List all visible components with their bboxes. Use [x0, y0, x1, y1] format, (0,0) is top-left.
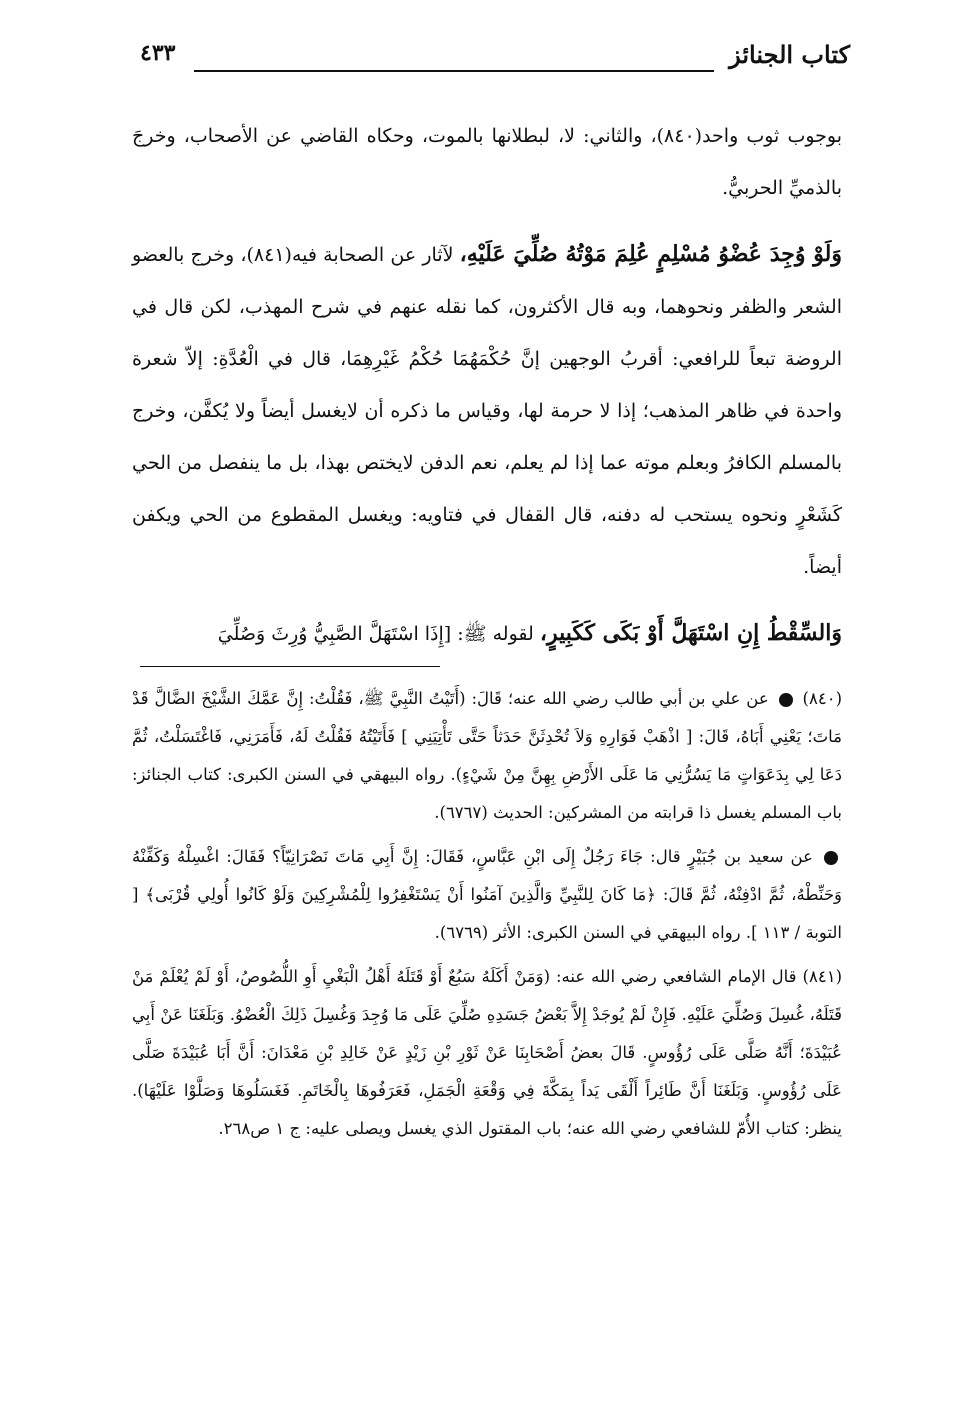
header-rule	[194, 70, 714, 72]
footnote-separator	[140, 666, 440, 667]
footnote-number: (٨٤١)	[802, 967, 842, 986]
book-title: كتاب الجنائز	[729, 40, 850, 69]
main-text	[132, 110, 842, 660]
footnote-841	[132, 958, 842, 1148]
paragraph-1	[132, 110, 842, 214]
paragraph-text: لآثار عن الصحابة فيه(٨٤١)، وخرج بالعضو الشعر والظفر ونحوهما، وبه قال الأكثرون، كما نقله عنهم في شرح المهذب، لكن قال في الروضة تبعاً للرافعي: أقربُ الوجهين إنَّ حُكْمَهُمَا حُكْمُ غَيْرِهِمَا، قال في الْعُدَّةِ: إلاّ شعرة واحدة في ظاهر المذهب؛ إذا لا حرمة لها، وقياس ما ذكره أن لايغسل أيضاً ولا يُكفَّن، وخرج بالمسلم الكافرُ وبعلم موته عما إذا لم يعلم، نعم الدفن لايختص بهذا، بل ما ينفصل من الحي كَشَعْرٍ ونحوه يستحب له دفنه، قال القفال في فتاويه: ويغسل المقطوع من الحي ويكفن أيضاً.	[132, 244, 842, 578]
footnote-text: عن علي بن أبي طالب رضي الله عنه؛ قَالَ: (أَتَيْتُ النَّبِيَّ ﷺ، فَقُلْتُ: إِنَّ عَمَّكَ الشَّيْخَ الضَّالَّ قَدْ مَاتَ؛ يَعْنِي أَبَاهُ، قَالَ: [ اذْهَبْ فَوَارِهِ وَلاَ تُحْدِثَنَّ حَدَثاً حَتَّى تَأْتِيَنِي ] فَأَتَيْتُهُ فَقُلْتُ لَهُ، فَأَمَرَنِي، فَاغْتَسَلْتُ، ثُمَّ دَعَا لِي بِدَعَوَاتٍ مَا يَسُرُّنِي مَا عَلَى الأَرْضِ بِهِنَّ مِنْ شَيْءٍ). رواه البيهقي في السنن الكبرى: كتاب الجنائز: باب المسلم يغسل ذا قرابته من المشركين: الحديث (٦٧٦٧).	[132, 689, 842, 822]
footnote-text: قال الإمام الشافعي رضي الله عنه: (وَمَنْ أَكَلَهُ سَبُعٌ أَوْ قَتَلَهُ أَهْلُ الْبَغْيِ أَوِ اللُّصُوصُ، أَوْ لَمْ يُعْلَمْ مَنْ قَتَلَهُ، غُسِلَ وَصُلِّيَ عَلَيْهِ. فَإِنْ لَمْ يُوجَدْ إِلاَّ بَعْضُ جَسَدِهِ صُلِّيَ عَلَى مَا وُجِدَ وَغُسِلَ ذَلِكَ الْعُضْوُ. وَبَلَغَنَا عَنْ أَبِي عُبَيْدَةَ؛ أَنَّهُ صَلَّى عَلَى رُؤُوسٍ. قَالَ بعضُ أَصْحَابِنَا عَنْ ثَوْرِ بْنِ زَيْدٍ عَنْ خَالِدِ بْنِ مَعْدَانَ: أَنَّ أَبَا عُبَيْدَةَ صَلَّى عَلَى رُؤُوسٍ. وَبَلَغَنَا أَنَّ طَائِراً أَلْقَى يَداً بِمَكَّةَ فِي وَقْعَةِ الْجَمَلِ، فَعَرَفُوهَا بِالْخَاتَمِ. فَغَسَلُوهَا وَصَلَّوْا عَلَيْهَا). ينظر: كتاب الأُمّ للشافعي رضي الله عنه؛ باب المقتول الذي يغسل ويصلى عليه: ج ١ ص٢٦٨.	[132, 967, 842, 1138]
paragraph-3	[132, 607, 842, 660]
running-header	[140, 40, 850, 80]
paragraph-text: بوجوب ثوب واحد(٨٤٠)، والثاني: لا، لبطلانها بالموت، وحكاه القاضي عن الأصحاب، وخرجَ بالذميِّ الحربيُّ.	[132, 125, 842, 199]
paragraph-text: لقوله ﷺ: [إِذَا اسْتَهَلَّ الصَّبِيُّ وُرِثَ وَصُلِّيَ	[217, 623, 534, 645]
bullet-icon	[824, 851, 838, 865]
matn-lead: وَلَوْ وُجِدَ عُضْوُ مُسْلِمٍ عُلِمَ مَوْتُهُ صُلِّيَ عَلَيْهِ،	[459, 241, 842, 267]
page-number: ٤٣٣	[140, 40, 176, 66]
matn-lead: وَالسِّقْطُ إِنِ اسْتَهَلَّ أَوْ بَكَى كَكَبِيرٍ،	[539, 620, 842, 646]
footnote-840	[132, 680, 842, 832]
footnote-840-second	[132, 838, 842, 952]
footnotes	[132, 680, 842, 1154]
bullet-icon	[779, 693, 793, 707]
footnote-text: عن سعيد بن جُبَيْرٍ قال: جَاءَ رَجُلٌ إِلَى ابْنِ عَبَّاسٍ، فَقَالَ: إِنَّ أَبِي مَاتَ نَصْرَانِيّاً؟ فَقَالَ: اغْسِلْهُ وَكَفِّنْهُ وَحَنِّطْهُ، ثُمَّ ادْفِنْهُ، ثُمَّ قَالَ: ﴿مَا كَانَ لِلنَّبِيِّ وَالَّذِينَ آمَنُوا أَنْ يَسْتَغْفِرُوا لِلْمُشْرِكِينَ وَلَوْ كَانُوا أُولِي قُرْبَى﴾ [ التوبة / ١١٣ ]. رواه البيهقي في السنن الكبرى: الأثر (٦٧٦٩).	[132, 847, 842, 942]
paragraph-2	[132, 228, 842, 593]
footnote-number: (٨٤٠)	[802, 689, 843, 708]
